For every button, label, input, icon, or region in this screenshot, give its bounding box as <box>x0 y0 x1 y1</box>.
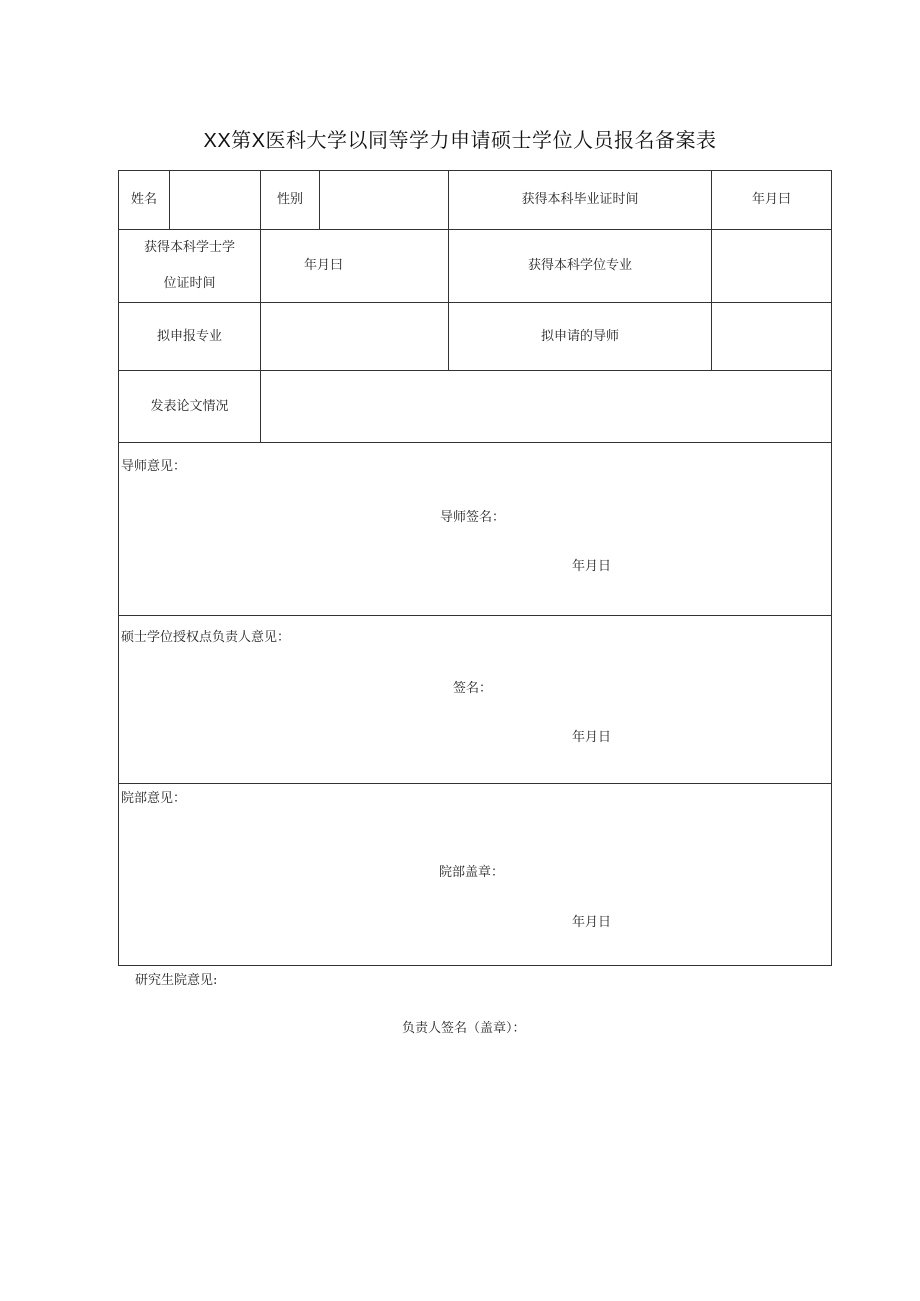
supervisor-field[interactable] <box>712 303 831 370</box>
name-field[interactable] <box>170 171 260 229</box>
master-point-date: 年月日 <box>572 730 612 745</box>
school-opinion-label: 院部意见： <box>121 791 187 806</box>
degree-cert-time-label <box>119 230 260 302</box>
supervisor-label: 拟申请的导师 <box>540 328 619 344</box>
school-date: 年月日 <box>572 915 612 930</box>
advisor-sign-label: 导师签名： <box>440 510 506 525</box>
apply-major-field[interactable] <box>261 303 448 370</box>
degree-cert-time-field[interactable]: 年月曰 <box>303 258 343 273</box>
name-label: 姓名 <box>130 192 157 207</box>
grad-cert-time-field[interactable]: 年月曰 <box>751 192 791 207</box>
row-divider <box>118 442 832 443</box>
papers-field[interactable] <box>261 371 831 442</box>
graduate-school-sign-label: 负责人签名（盖章）： <box>402 1021 526 1036</box>
title-x: X <box>251 130 266 152</box>
title-rest: 医科大学以同等学力申请硕士学位人员报名备案表 <box>265 128 717 152</box>
gender-field[interactable] <box>320 171 448 229</box>
advisor-opinion-label: 导师意见： <box>121 459 187 474</box>
degree-major-field[interactable] <box>712 230 831 302</box>
row-divider <box>118 783 832 784</box>
registration-form-table <box>118 170 832 966</box>
master-point-opinion-label: 硕士学位授权点负责人意见： <box>121 630 291 645</box>
row-divider <box>118 615 832 616</box>
degree-major-label: 获得本科学位专业 <box>527 258 632 273</box>
papers-label: 发表论文情况 <box>150 398 229 414</box>
degree-cert-time-label-line2: 位证时间 <box>163 276 216 291</box>
title-prefix: XX <box>203 130 232 152</box>
degree-cert-time-label-line1: 获得本科学士学 <box>143 240 235 255</box>
grad-cert-time-label: 获得本科毕业证时间 <box>521 192 639 207</box>
gender-label: 性别 <box>276 192 303 207</box>
master-point-sign-label: 签名： <box>453 681 493 696</box>
page-title <box>0 124 920 153</box>
graduate-school-opinion-label: 研究生院意见: <box>135 973 218 988</box>
title-mid: 第 <box>231 128 252 152</box>
apply-major-label: 拟申报专业 <box>156 328 222 344</box>
advisor-date: 年月日 <box>572 559 612 574</box>
table-border-right <box>831 170 832 966</box>
table-border-bottom <box>118 965 832 966</box>
school-seal-label: 院部盖章： <box>439 865 505 880</box>
